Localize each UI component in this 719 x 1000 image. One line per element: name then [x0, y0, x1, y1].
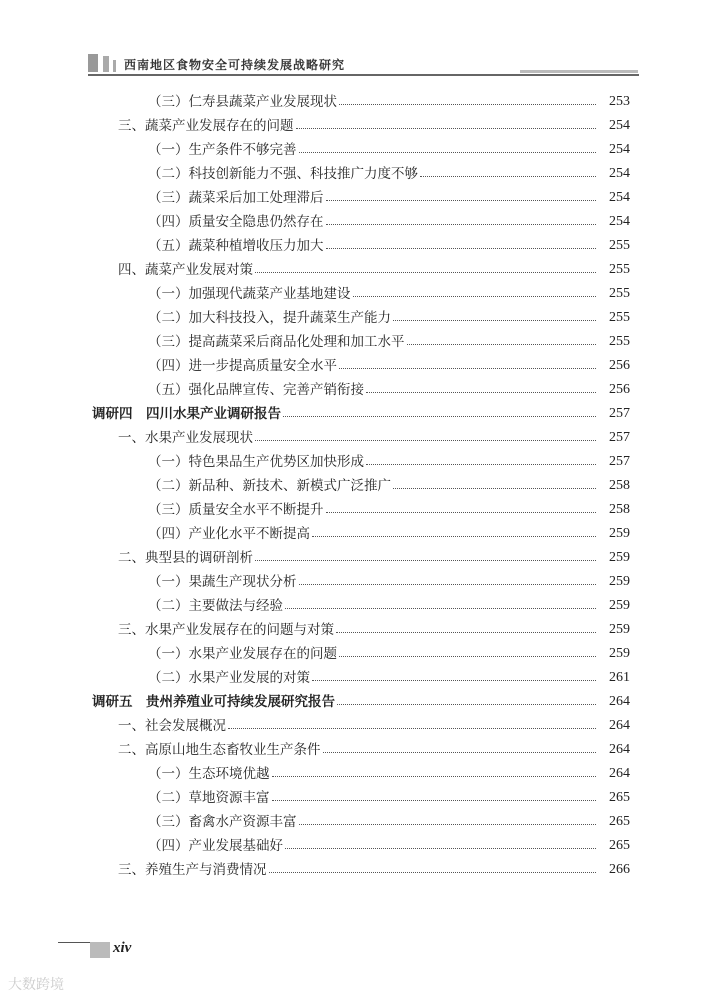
toc-entry[interactable] [0, 856, 719, 878]
dot-leader [366, 464, 596, 465]
dot-leader [323, 752, 597, 753]
toc-entry-page: 265 [609, 790, 630, 805]
dot-leader [336, 632, 596, 633]
toc-entry-page: 254 [609, 142, 630, 157]
header-decoration [103, 56, 109, 72]
toc-entry[interactable] [0, 568, 719, 590]
toc-entry[interactable] [0, 736, 719, 758]
toc-entry-page: 259 [609, 574, 630, 589]
toc-entry-page: 258 [609, 478, 630, 493]
toc-entry-title: （三）畜禽水产资源丰富 [148, 814, 297, 830]
toc-entry-title: 三、养殖生产与消费情况 [118, 862, 267, 878]
toc-entry-title: 调研四 四川水果产业调研报告 [92, 406, 281, 422]
toc-entry-page: 257 [609, 454, 630, 469]
toc-entry[interactable] [0, 640, 719, 662]
dot-leader [339, 656, 596, 657]
toc-entry-title: （一）特色果品生产优势区加快形成 [148, 454, 364, 470]
toc-entry-title: 四、蔬菜产业发展对策 [118, 262, 253, 278]
toc-entry-title: 三、蔬菜产业发展存在的问题 [118, 118, 294, 134]
toc-entry-title: （四）产业发展基础好 [148, 838, 283, 854]
toc-entry-title: 三、水果产业发展存在的问题与对策 [118, 622, 334, 638]
dot-leader [255, 440, 596, 441]
toc-entry-title: 一、水果产业发展现状 [118, 430, 253, 446]
dot-leader [272, 800, 597, 801]
toc-entry-title: （一）果蔬生产现状分析 [148, 574, 297, 590]
dot-leader [339, 368, 596, 369]
dot-leader [326, 200, 597, 201]
toc-entry[interactable] [0, 160, 719, 182]
toc-entry-page: 255 [609, 334, 630, 349]
toc-entry[interactable] [0, 496, 719, 518]
toc-entry-page: 259 [609, 526, 630, 541]
toc-entry[interactable] [0, 808, 719, 830]
toc-entry-page: 253 [609, 94, 630, 109]
toc-entry-page: 264 [609, 718, 630, 733]
toc-entry[interactable] [0, 424, 719, 446]
toc-entry-title: （二）新品种、新技术、新模式广泛推广 [148, 478, 391, 494]
dot-leader [283, 416, 596, 417]
dot-leader [366, 392, 596, 393]
toc-entry[interactable] [0, 688, 719, 710]
toc-entry[interactable] [0, 376, 719, 398]
toc-entry[interactable] [0, 184, 719, 206]
toc-entry-page: 264 [609, 742, 630, 757]
toc-entry[interactable] [0, 520, 719, 542]
dot-leader [285, 608, 596, 609]
dot-leader [272, 776, 597, 777]
header-decoration [113, 60, 116, 72]
toc-entry-title: （一）生产条件不够完善 [148, 142, 297, 158]
toc-entry-page: 256 [609, 382, 630, 397]
toc-entry-title: （四）质量安全隐患仍然存在 [148, 214, 324, 230]
toc-entry-page: 258 [609, 502, 630, 517]
toc-entry-page: 254 [609, 166, 630, 181]
dot-leader [326, 512, 597, 513]
toc-entry-page: 259 [609, 622, 630, 637]
page-number: xiv [113, 940, 132, 956]
toc-entry[interactable] [0, 544, 719, 566]
toc-entry-page: 255 [609, 238, 630, 253]
toc-entry-title: （五）强化品牌宣传、完善产销衔接 [148, 382, 364, 398]
dot-leader [299, 584, 597, 585]
toc-entry-page: 254 [609, 214, 630, 229]
toc-entry-page: 254 [609, 118, 630, 133]
dot-leader [339, 104, 596, 105]
dot-leader [296, 128, 597, 129]
toc-entry[interactable] [0, 592, 719, 614]
toc-entry-title: （五）蔬菜种植增收压力加大 [148, 238, 324, 254]
toc-entry[interactable] [0, 760, 719, 782]
toc-entry[interactable] [0, 136, 719, 158]
toc-entry[interactable] [0, 208, 719, 230]
dot-leader [312, 680, 596, 681]
toc-entry-title: 一、社会发展概况 [118, 718, 226, 734]
watermark: 大数跨境 [8, 977, 64, 993]
toc-entry-title: （四）进一步提高质量安全水平 [148, 358, 337, 374]
toc-entry-page: 257 [609, 406, 630, 421]
dot-leader [228, 728, 596, 729]
footer-decoration [90, 942, 110, 958]
dot-leader [299, 824, 597, 825]
toc-entry-title: （二）水果产业发展的对策 [148, 670, 310, 686]
toc-entry-page: 255 [609, 286, 630, 301]
header-decoration [88, 54, 98, 72]
dot-leader [312, 536, 596, 537]
dot-leader [255, 272, 596, 273]
dot-leader [299, 152, 597, 153]
toc-entry[interactable] [0, 472, 719, 494]
toc-entry-page: 266 [609, 862, 630, 877]
toc-entry[interactable] [0, 832, 719, 854]
toc-entry[interactable] [0, 304, 719, 326]
toc-entry-page: 254 [609, 190, 630, 205]
toc-entry-title: （一）水果产业发展存在的问题 [148, 646, 337, 662]
toc-entry[interactable] [0, 448, 719, 470]
dot-leader [269, 872, 597, 873]
toc-entry-title: （三）蔬菜采后加工处理滞后 [148, 190, 324, 206]
dot-leader [420, 176, 596, 177]
toc-entry-title: （三）质量安全水平不断提升 [148, 502, 324, 518]
dot-leader [337, 704, 596, 705]
toc-entry-title: 二、高原山地生态畜牧业生产条件 [118, 742, 321, 758]
toc-entry[interactable] [0, 616, 719, 638]
dot-leader [326, 224, 597, 225]
header-decoration [520, 70, 638, 73]
toc-entry[interactable] [0, 352, 719, 374]
toc-entry-page: 261 [609, 670, 630, 685]
toc-entry-page: 257 [609, 430, 630, 445]
toc-entry[interactable] [0, 88, 719, 110]
toc-entry[interactable] [0, 280, 719, 302]
toc-entry-title: 二、典型县的调研剖析 [118, 550, 253, 566]
toc-entry-title: （三）提高蔬菜采后商品化处理和加工水平 [148, 334, 405, 350]
toc-entry-title: （一）生态环境优越 [148, 766, 270, 782]
toc-entry-page: 256 [609, 358, 630, 373]
toc-entry-title: （三）仁寿县蔬菜产业发展现状 [148, 94, 337, 110]
toc-entry[interactable] [0, 112, 719, 134]
toc-entry-title: 调研五 贵州养殖业可持续发展研究报告 [92, 694, 335, 710]
toc-entry-page: 255 [609, 310, 630, 325]
running-header-title: 西南地区食物安全可持续发展战略研究 [124, 58, 346, 72]
toc-entry-title: （二）草地资源丰富 [148, 790, 270, 806]
toc-entry-title: （四）产业化水平不断提高 [148, 526, 310, 542]
toc-entry[interactable] [0, 256, 719, 278]
toc-entry[interactable] [0, 664, 719, 686]
toc-entry[interactable] [0, 712, 719, 734]
dot-leader [393, 488, 596, 489]
toc-entry-title: （二）加大科技投入，提升蔬菜生产能力 [148, 310, 391, 326]
dot-leader [353, 296, 597, 297]
toc-entry-page: 259 [609, 550, 630, 565]
toc-entry-page: 265 [609, 838, 630, 853]
dot-leader [407, 344, 597, 345]
toc-entry-page: 265 [609, 814, 630, 829]
toc-entry-title: （二）主要做法与经验 [148, 598, 283, 614]
dot-leader [326, 248, 597, 249]
toc-entry-page: 255 [609, 262, 630, 277]
toc-entry[interactable] [0, 232, 719, 254]
header-rule [88, 74, 639, 76]
toc-entry-title: （二）科技创新能力不强、科技推广力度不够 [148, 166, 418, 182]
toc-entry-page: 259 [609, 598, 630, 613]
toc-entry[interactable] [0, 784, 719, 806]
toc-entry-page: 264 [609, 766, 630, 781]
dot-leader [393, 320, 596, 321]
toc-entry-title: （一）加强现代蔬菜产业基地建设 [148, 286, 351, 302]
toc-entry-page: 264 [609, 694, 630, 709]
dot-leader [285, 848, 596, 849]
toc-entry[interactable] [0, 328, 719, 350]
dot-leader [255, 560, 596, 561]
toc-entry-page: 259 [609, 646, 630, 661]
toc-entry[interactable] [0, 400, 719, 422]
